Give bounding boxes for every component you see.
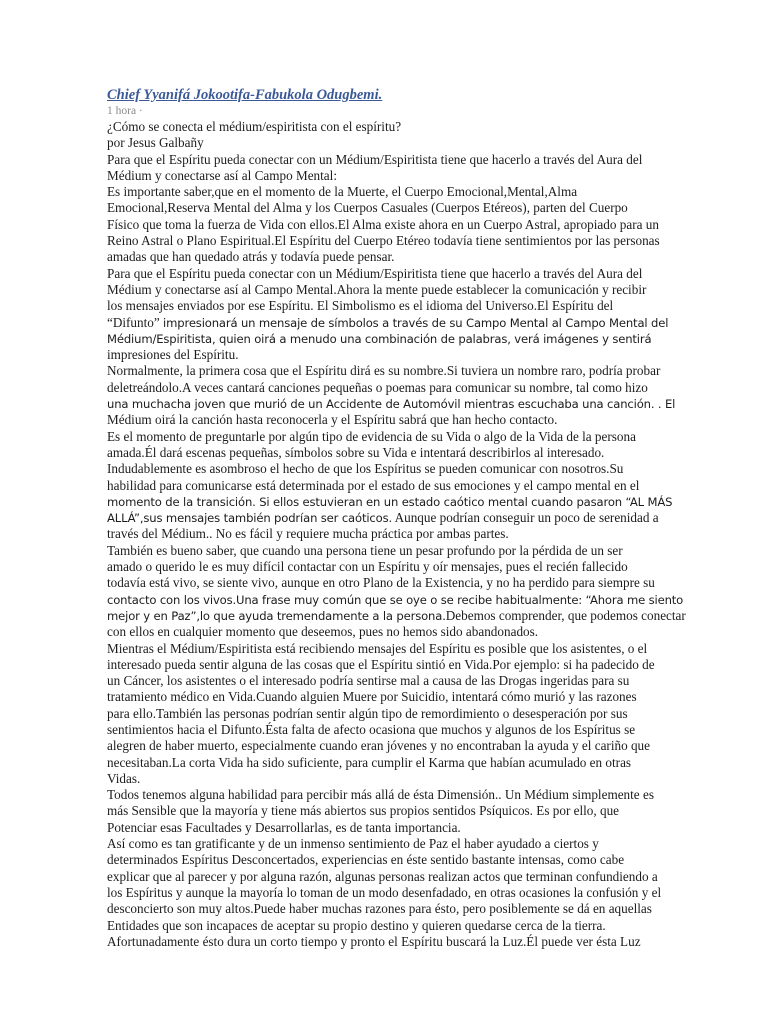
text-line — [107, 852, 667, 868]
text-line — [107, 445, 667, 461]
text-segment: contacto con los vivos.Una frase muy común que se oye o se recibe habitualmente: “Ahora me siento — [107, 592, 684, 607]
text-segment: más Sensible que la mayoría y tiene más abiertos sus propios sentidos Psíquicos. Es por ello, que — [107, 803, 620, 819]
text-segment: los Espíritus y aunque la mayoría lo toman de un modo desenfadado, en otras ocasiones la confusión y el — [107, 884, 662, 900]
text-segment: Emocional,Reserva Mental del Alma y los Cuerpos Casuales (Cuerpos Etéreos), parten del Cuerpo — [107, 200, 628, 216]
text-segment: impresionará un mensaje de símbolos a través de su Campo Mental al Campo Mental del — [163, 315, 669, 330]
text-line — [107, 738, 667, 754]
document-page — [107, 86, 686, 950]
text-segment: Aunque podrían conseguir un poco de serenidad a — [392, 510, 659, 526]
text-segment: Para que el Espíritu pueda conectar con un Médium/Espiritista tiene que hacerlo a través del Aura del — [107, 151, 643, 167]
article-body — [107, 119, 686, 950]
text-line — [107, 478, 667, 494]
text-segment: ALLÁ”,sus mensajes también podrían ser caóticos. — [107, 511, 393, 526]
text-segment: Indudablemente es asombroso el hecho de que los Espíritus se pueden comunicar con nosotros.Su — [107, 461, 624, 477]
text-segment: Médium y conectarse así al Campo Mental: — [107, 167, 337, 183]
text-line — [107, 168, 667, 184]
text-segment: con ellos en cualquier momento que deseemos, pues no hemos sido abandonados. — [107, 624, 539, 640]
text-segment: Médium y conectarse así al Campo Mental.Ahora la mente puede establecer la comunicación y recibir — [107, 281, 647, 297]
text-line — [107, 282, 667, 298]
text-segment: momento de la transición. Si ellos estuvieran en un estado caótico mental cuando pasaron “AL MÁS — [107, 494, 673, 509]
text-segment: Potenciar esas Facultades y Desarrollarlas, es de tanta importancia. — [107, 819, 461, 835]
text-line — [107, 298, 667, 314]
text-segment: un Cáncer, los asistentes o el interesado podría sentirse mal a causa de las Drogas ingeridas para su — [107, 673, 630, 689]
text-line — [107, 510, 667, 526]
text-segment: amado o querido le es muy difícil contactar con un Espíritu y oír mensajes, pues el recién fallecido — [107, 559, 628, 575]
text-segment: habilidad para comunicarse está determinada por el estado de sus emociones y el campo mental en el — [107, 477, 640, 493]
text-line — [107, 869, 667, 885]
text-line — [107, 412, 667, 428]
text-line — [107, 771, 667, 787]
text-line — [107, 885, 667, 901]
text-line — [107, 901, 667, 917]
text-segment: sentimientos hacia el Difunto.Ésta falta de afecto ocasiona que muchos y algunos de los Espíritus se — [107, 721, 636, 737]
text-segment: Es importante saber,que en el momento de la Muerte, el Cuerpo Emocional,Mental,Alma — [107, 184, 578, 200]
text-line — [107, 331, 667, 347]
text-line — [107, 543, 667, 559]
text-segment: explicar que al parecer y por alguna razón, algunas personas realizan actos que terminan confundiendo a — [107, 868, 658, 884]
text-line — [107, 641, 667, 657]
text-line — [107, 152, 667, 168]
text-line — [107, 347, 667, 363]
text-line — [107, 461, 667, 477]
text-line — [107, 836, 667, 852]
text-line — [107, 315, 667, 331]
text-segment: amada.Él dará escenas pequeñas, símbolos sobre su Vida e intentará describirlos al interesado. — [107, 444, 605, 460]
text-line — [107, 559, 667, 575]
text-segment: necesitaban.La corta Vida ha sido suficiente, para cumplir el Karma que habían acumulado en otras — [107, 754, 632, 770]
text-segment: desconcierto son muy altos.Puede haber muchas razones para ésto, pero posiblemente se dá en aquellas — [107, 901, 652, 917]
text-segment: Afortunadamente ésto dura un corto tiempo y pronto el Espíritu buscará la Luz.Él puede ver ésta Luz — [107, 933, 641, 949]
text-line — [107, 803, 667, 819]
text-segment: ¿Cómo se conecta el médium/espiritista con el espíritu? — [107, 119, 402, 134]
text-segment: Para que el Espíritu pueda conectar con un Médium/Espiritista tiene que hacerlo a través del Aura del — [107, 265, 643, 281]
text-segment: mejor y en Paz”,lo que ayuda tremendamente a la persona. — [107, 608, 446, 623]
text-segment: todavía está vivo, se siente vivo, aunque en otro Plano de la Existencia, y no ha perdido para siempre su — [107, 575, 655, 591]
text-line — [107, 429, 667, 445]
text-segment: amadas que han quedado atrás y todavía puede pensar. — [107, 249, 395, 265]
text-segment: interesado pueda sentir alguna de las cosas que el Espíritu sintió en Vida.Por ejemplo: si ha padecido de — [107, 656, 655, 672]
text-line — [107, 755, 667, 771]
text-segment: para ello.También las personas podrían sentir algún tipo de remordimiento o desesperación por sus — [107, 705, 628, 721]
text-line — [107, 820, 667, 836]
text-line — [107, 380, 667, 396]
text-line — [107, 135, 667, 151]
post-timestamp: 1 hora · — [107, 105, 143, 117]
text-line — [107, 918, 667, 934]
text-segment: por Jesus Galbañy — [107, 135, 204, 151]
text-line — [107, 184, 667, 200]
text-line — [107, 200, 667, 216]
text-segment: Así como es tan gratificante y de un inmenso sentimiento de Paz el haber ayudado a ciertos y — [107, 836, 599, 852]
text-line — [107, 494, 673, 510]
text-segment: alegren de haber muerto, especialmente cuando eran jóvenes y no encontraban la ayuda y el cariño que — [107, 738, 651, 754]
text-line — [107, 722, 667, 738]
text-line — [107, 934, 667, 950]
text-segment: Vidas. — [107, 770, 141, 786]
text-line — [107, 266, 667, 282]
text-line — [107, 526, 667, 542]
text-line — [107, 233, 667, 249]
text-segment: determinados Espíritus Desconcertados, experiencias en éste sentido bastante intensas, como cabe — [107, 852, 625, 868]
text-segment: Debemos comprender, que podemos conectar — [445, 607, 686, 623]
text-segment: una muchacha joven que murió de un Accidente de Automóvil mientras escuchaba una canción. . El — [107, 397, 676, 412]
text-line — [107, 396, 676, 412]
text-line — [107, 673, 667, 689]
text-line — [107, 689, 667, 705]
text-line — [107, 575, 667, 591]
text-segment: También es bueno saber, que cuando una persona tiene un pesar profundo por la pérdida de un ser — [107, 542, 623, 558]
text-segment: Normalmente, la primera cosa que el Espíritu dirá es su nombre.Si tuviera un nombre raro, podría probar — [107, 363, 661, 379]
text-line — [107, 217, 667, 233]
text-segment: través del Médium.. No es fácil y requiere mucha práctica por ambas partes. — [107, 526, 509, 542]
text-segment: Todos tenemos alguna habilidad para percibir más allá de ésta Dimensión.. Un Médium simplemente es — [107, 787, 654, 803]
text-line — [107, 249, 667, 265]
text-segment: deletreándolo.A veces cantará canciones pequeñas o poemas para comunicar su nombre, tal como hizo — [107, 379, 648, 395]
text-line — [107, 607, 686, 624]
text-segment: “Difunto” — [107, 314, 164, 330]
text-line — [107, 592, 684, 608]
text-segment: Es el momento de preguntarle por algún tipo de evidencia de su Vida o algo de la Vida de la persona — [107, 428, 636, 444]
text-segment: Mientras el Médium/Espiritista está recibiendo mensajes del Espíritu es posible que los asistentes, o el — [107, 640, 648, 656]
text-segment: tratamiento médico en Vida.Cuando alguien Muere por Suicidio, intentará cómo murió y las razones — [107, 689, 637, 705]
text-line — [107, 363, 667, 379]
text-segment: impresiones del Espíritu. — [107, 347, 239, 363]
text-line — [107, 657, 667, 673]
text-segment: Médium oirá la canción hasta reconocerla y el Espíritu sabrá que han hecho contacto. — [107, 412, 558, 428]
text-line — [107, 624, 667, 640]
author-link[interactable]: Chief Yyanifá Jokootifa-Fabukola Odugbemi. — [107, 87, 383, 103]
text-segment: Entidades que son incapaces de aceptar su propio destino y quieren quedarse cerca de la tierra. — [107, 917, 606, 933]
text-segment: Médium/Espiritista, quien oirá a menudo una combinación de palabras, verá imágenes y sentirá — [107, 331, 652, 346]
text-line — [107, 787, 667, 803]
text-segment: los mensajes enviados por ese Espíritu. El Simbolismo es el idioma del Universo.El Espíritu del — [107, 298, 614, 314]
text-segment: Físico que toma la fuerza de Vida con ellos.El Alma existe ahora en un Cuerpo Astral, apropiado para un — [107, 216, 659, 232]
text-segment: Reino Astral o Plano Espiritual.El Espíritu del Cuerpo Etéreo todavía tiene sentimientos por las personas — [107, 233, 660, 249]
text-line — [107, 119, 667, 135]
text-line — [107, 706, 667, 722]
